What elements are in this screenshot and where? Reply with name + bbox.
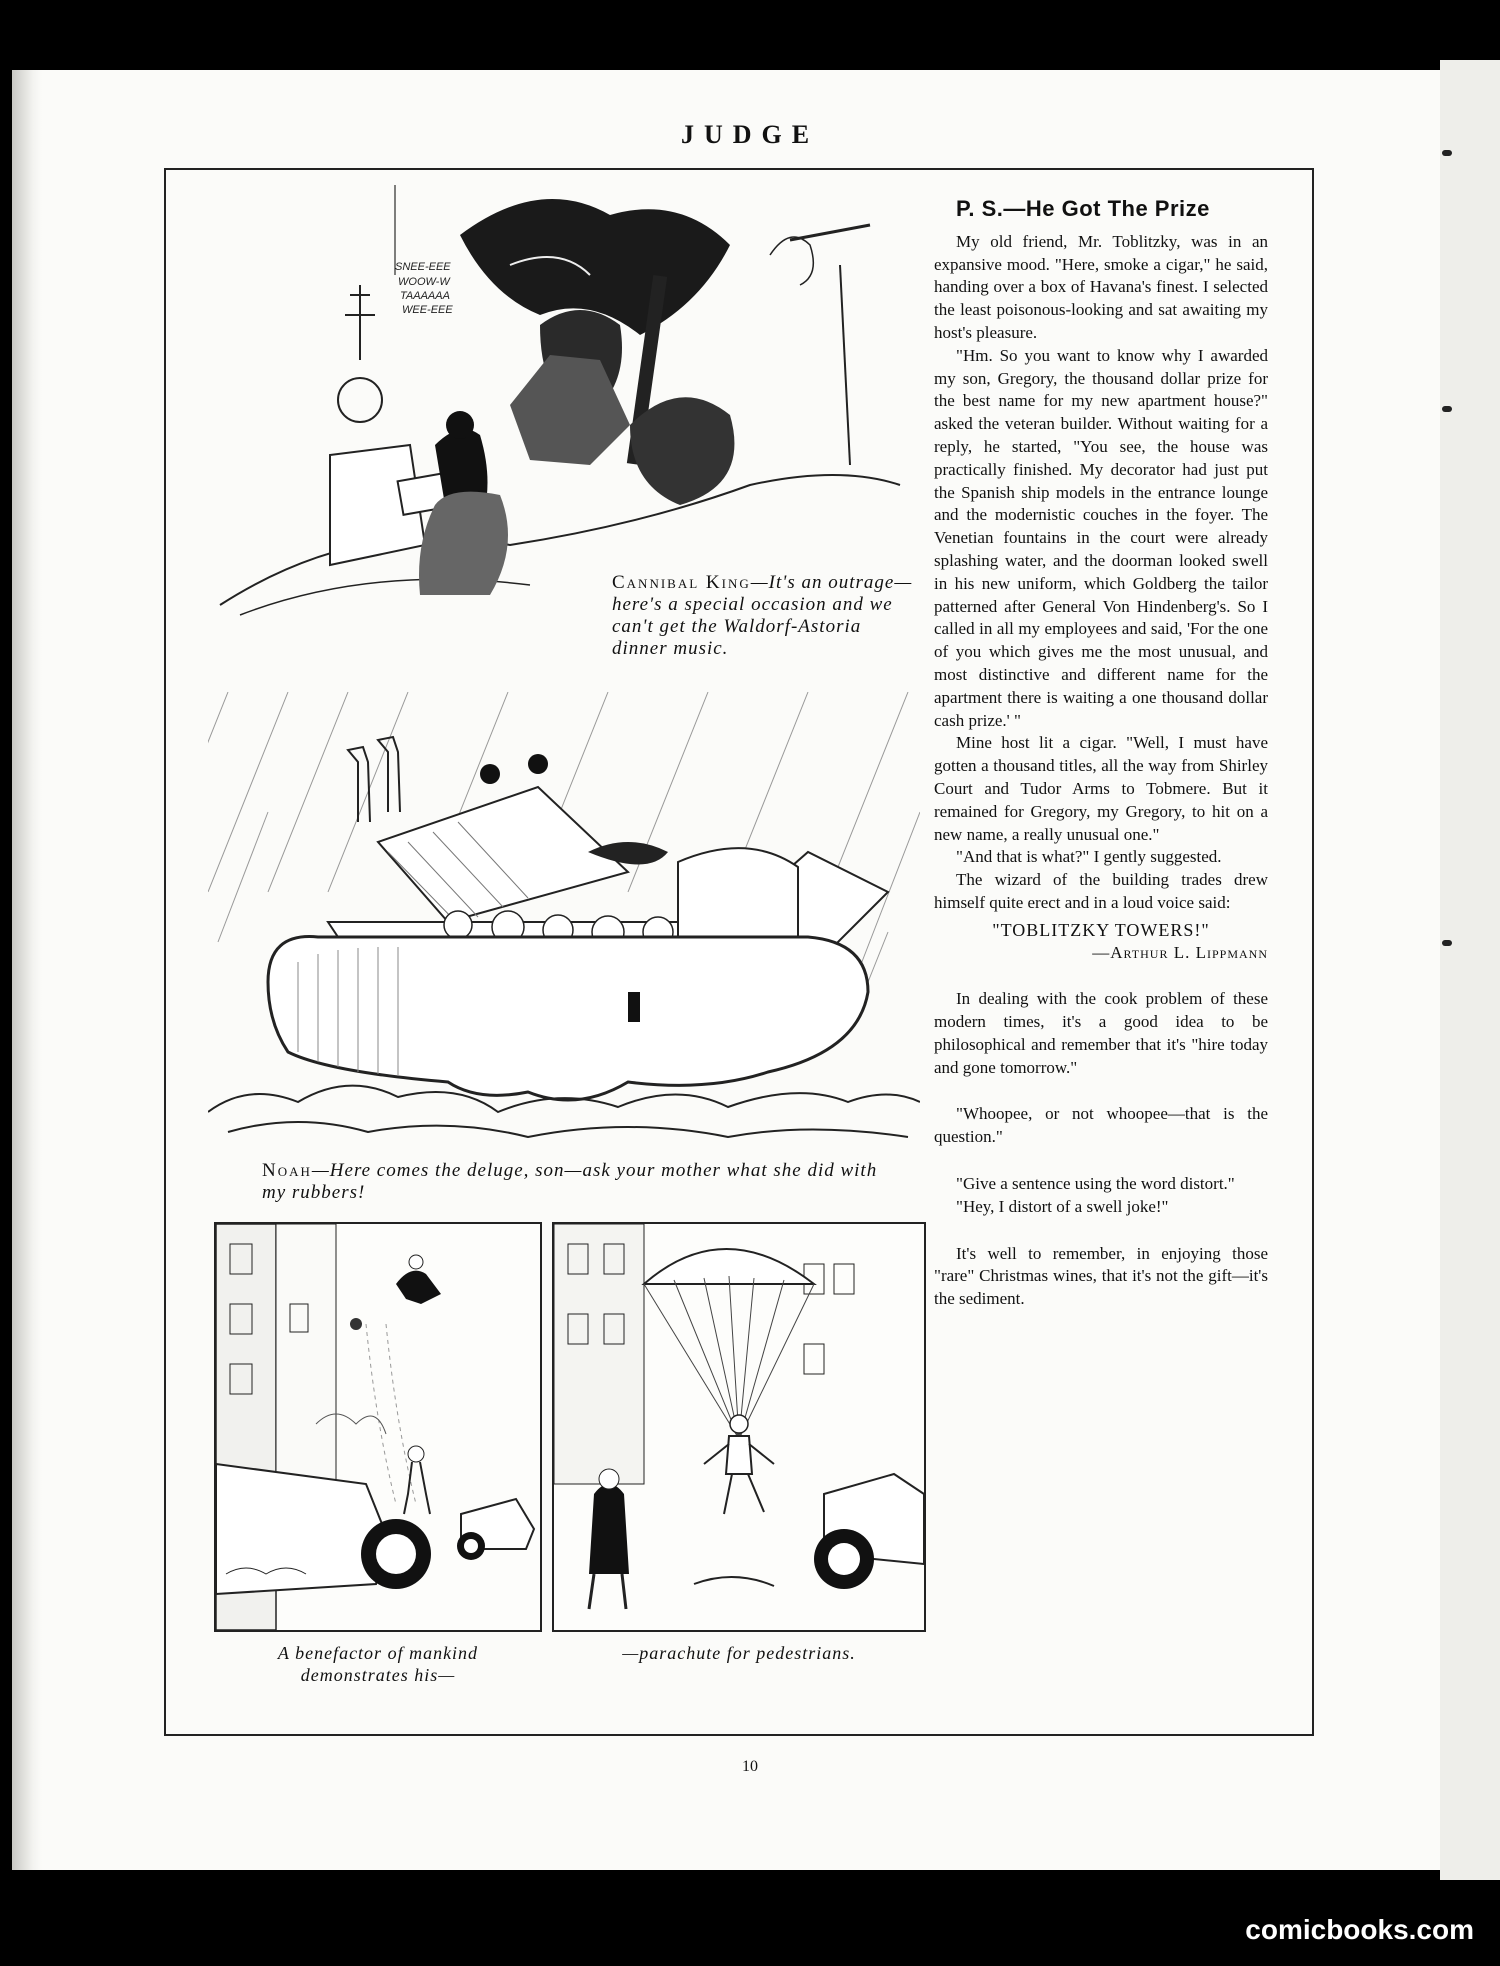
page-spine bbox=[12, 70, 42, 1870]
balloon-line: TAAAAAA bbox=[400, 290, 450, 302]
left-panel-caption bbox=[214, 1642, 542, 1686]
article-column bbox=[934, 198, 1268, 1311]
article-byline: —Arthur L. Lippmann bbox=[1092, 942, 1268, 962]
caption-text: —Here comes the deluge, son—ask your mother what she did with my rubbers! bbox=[262, 1160, 878, 1203]
balloon-line: WEE-EEE bbox=[402, 304, 453, 316]
noah-caption bbox=[262, 1160, 892, 1204]
caption-speaker: Cannibal King bbox=[612, 572, 751, 593]
right-panel-caption bbox=[552, 1642, 926, 1664]
caption-speaker: Noah bbox=[262, 1160, 312, 1181]
balloon-line: SNEE-EEE bbox=[395, 261, 451, 273]
filler-joke: In dealing with the cook problem of these modern times, it's a good idea to be philosophical and remember that it's "hire today and gone tomorrow." bbox=[934, 989, 1268, 1077]
facing-page-edge bbox=[1440, 60, 1500, 1880]
shouted-name: "TOBLITZKY TOWERS!" bbox=[992, 919, 1210, 940]
noah-ark-illustration bbox=[208, 692, 920, 1148]
article-paragraph: Mine host lit a cigar. "Well, I must have gotten a thousand titles, all the way from Shirley Court and Tudor Arms to Tobmere. But it remained for Gregory, my Gregory, to hit on a new name, a really unusual one." bbox=[934, 733, 1268, 844]
right-comic-panel bbox=[552, 1222, 926, 1632]
left-comic-panel bbox=[214, 1222, 542, 1632]
edge-mark bbox=[1442, 150, 1452, 156]
cannibal-caption bbox=[612, 572, 920, 660]
balloon-line: WOOW-W bbox=[398, 276, 450, 288]
article-paragraph: "Hm. So you want to know why I awarded my son, Gregory, the thousand dollar prize for the best name for my new apartment house?" asked the veteran builder. Without waiting for a reply, he started, "You see, the house was practically finished. My decorator had just put the Spanish ship models in the entrance lounge and the modernistic couches in the foyer. The Venetian fountains in the court were already splashing water, and the doorman looked swell in his new uniform, which Goldberg the tailor patterned after General Von Hindenberg's. So I called in all my employees and said, 'For the one of you which gives me the most unusual, and most distinctive and different name for the apartment there is waiting a one thousand dollar cash prize.' " bbox=[934, 345, 1268, 730]
edge-mark bbox=[1442, 940, 1452, 946]
caption-text: —It's an outrage—here's a special occasion and we can't get the Waldorf-Astoria dinner music. bbox=[612, 572, 913, 659]
filler-joke: "Whoopee, or not whoopee—that is the question." bbox=[934, 1104, 1268, 1147]
page-number: 10 bbox=[742, 1758, 758, 1775]
pedestrian-launch-drawing bbox=[216, 1224, 540, 1630]
caption-line: demonstrates his— bbox=[300, 1665, 456, 1685]
edge-mark bbox=[1442, 406, 1452, 412]
filler-joke: It's well to remember, in enjoying those "rare" Christmas wines, that it's not the gift—it's the sediment. bbox=[934, 1243, 1268, 1309]
filler-joke: "Give a sentence using the word distort." bbox=[956, 1174, 1235, 1194]
parachute-pedestrian-drawing bbox=[554, 1224, 924, 1630]
masthead: JUDGE bbox=[680, 120, 820, 149]
caption-line: A benefactor of mankind bbox=[277, 1643, 479, 1663]
filler-joke: "Hey, I distort of a swell joke!" bbox=[956, 1196, 1169, 1216]
watermark: comicbooks.com bbox=[1245, 1914, 1474, 1945]
article-paragraph: My old friend, Mr. Toblitzky, was in an expansive mood. "Here, smoke a cigar," he said, handing over a box of Havana's finest. I selected the least poisonous-looking and sat awaiting my host's pleasure. bbox=[934, 231, 1268, 342]
article-paragraph: "And that is what?" I gently suggested. bbox=[956, 847, 1222, 867]
caption-line: —parachute for pedestrians. bbox=[622, 1643, 856, 1663]
article-paragraph: The wizard of the building trades drew himself quite erect and in a loud voice said: bbox=[934, 870, 1268, 912]
article-title: P. S.—He Got The Prize bbox=[956, 196, 1210, 221]
